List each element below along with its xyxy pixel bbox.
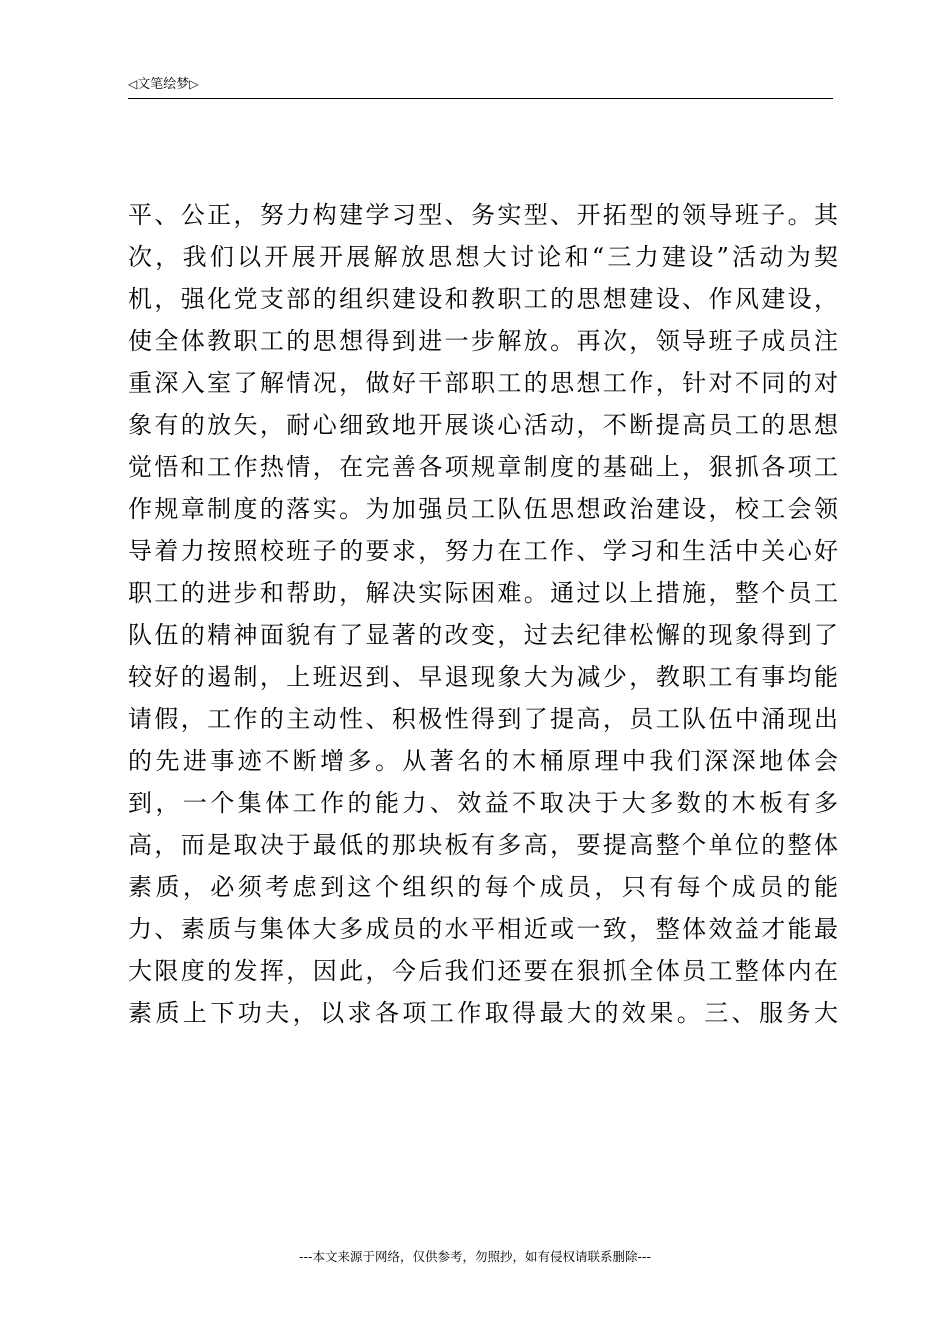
body-line: 平、公正，努力构建学习型、务实型、开拓型的领导班子。其 bbox=[128, 201, 838, 229]
header-title: 文笔绘梦 bbox=[137, 77, 190, 92]
body-line: 请假，工作的主动性、积极性得到了提高，员工队伍中涌现出 bbox=[128, 705, 838, 733]
body-line: 素质，必须考虑到这个组织的每个成员，只有每个成员的能 bbox=[128, 873, 838, 901]
header-title-group bbox=[128, 75, 198, 94]
body-line: 导着力按照校班子的要求，努力在工作、学习和生活中关心好 bbox=[128, 537, 838, 565]
body-line: 职工的进步和帮助，解决实际困难。通过以上措施，整个员工 bbox=[128, 579, 838, 607]
left-triangle-icon: ◁ bbox=[128, 77, 138, 91]
body-line: 使全体教职工的思想得到进一步解放。再次，领导班子成员注 bbox=[128, 327, 838, 355]
right-triangle-icon: ▷ bbox=[189, 77, 199, 91]
body-line: 的先进事迹不断增多。从著名的木桶原理中我们深深地体会 bbox=[128, 747, 838, 775]
body-line: 大限度的发挥，因此，今后我们还要在狠抓全体员工整体内在 bbox=[128, 957, 838, 985]
body-line: 较好的遏制，上班迟到、早退现象大为减少，教职工有事均能 bbox=[128, 663, 838, 691]
body-line: 象有的放矢，耐心细致地开展谈心活动，不断提高员工的思想 bbox=[128, 411, 838, 439]
body-line: 次，我们以开展开展解放思想大讨论和“三力建设”活动为契 bbox=[128, 243, 838, 271]
body-line: 高，而是取决于最低的那块板有多高，要提高整个单位的整体 bbox=[128, 831, 838, 859]
body-line: 素质上下功夫，以求各项工作取得最大的效果。三、服务大 bbox=[128, 999, 838, 1027]
page-header bbox=[128, 74, 833, 99]
body-line: 到，一个集体工作的能力、效益不取决于大多数的木板有多 bbox=[128, 789, 838, 817]
body-line: 力、素质与集体大多成员的水平相近或一致，整体效益才能最 bbox=[128, 915, 838, 943]
body-line: 作规章制度的落实。为加强员工队伍思想政治建设，校工会领 bbox=[128, 495, 838, 523]
body-line: 重深入室了解情况，做好干部职工的思想工作，针对不同的对 bbox=[128, 369, 838, 397]
document-body bbox=[128, 194, 838, 1034]
body-line: 机，强化党支部的组织建设和教职工的思想建设、作风建设， bbox=[128, 285, 838, 313]
page-footer-disclaimer: ---本文来源于网络，仅供参考，勿照抄，如有侵权请联系删除--- bbox=[298, 1249, 652, 1264]
body-line: 觉悟和工作热情，在完善各项规章制度的基础上，狠抓各项工 bbox=[128, 453, 838, 481]
body-line: 队伍的精神面貌有了显著的改变，过去纪律松懈的现象得到了 bbox=[128, 621, 838, 649]
